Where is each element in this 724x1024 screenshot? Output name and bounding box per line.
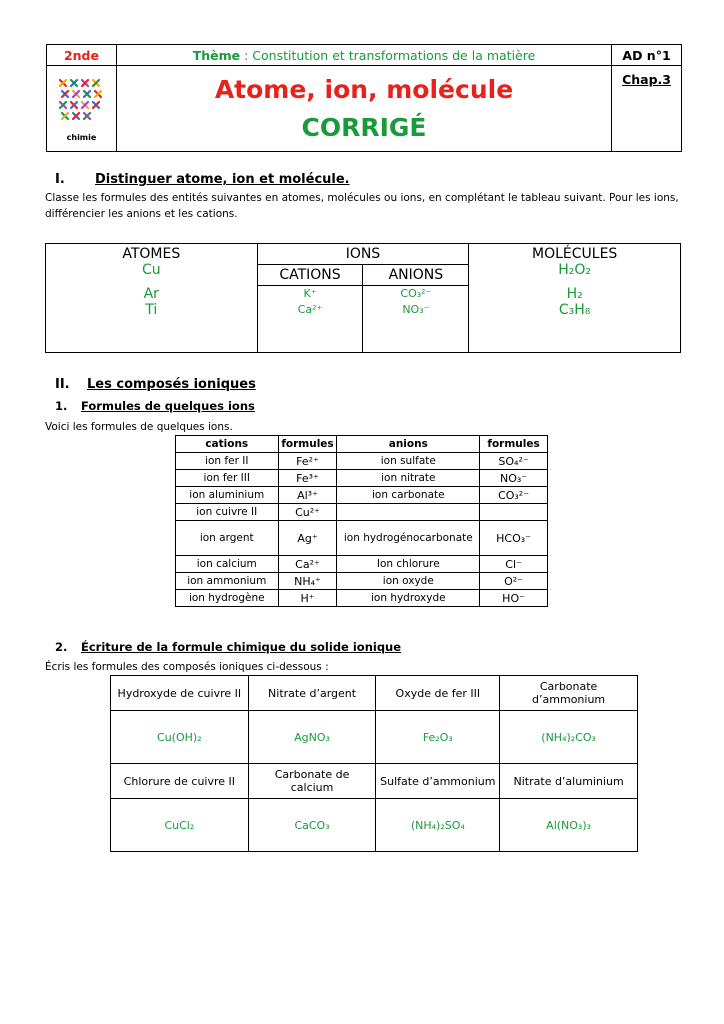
ions-table-row (176, 470, 548, 487)
ions-table-cation-cell: ion calcium (176, 556, 279, 573)
ions-table-cformula-cell: NH₄⁺ (278, 573, 337, 590)
ions-table-anion-cell: ion hydroxyde (337, 590, 480, 607)
ions-table-cformula-cell: Cu²⁺ (278, 504, 337, 521)
ions-table-cation-cell: ion fer III (176, 470, 279, 487)
compounds-table (110, 675, 638, 852)
sub1-heading (55, 399, 255, 413)
compound-formula: CuCl₂ (111, 799, 249, 852)
ions-table-cformula-cell: H⁺ (278, 590, 337, 607)
section2-heading (55, 377, 256, 392)
ions-table-anion-cell: Ion chlorure (337, 556, 480, 573)
anions-column (363, 265, 469, 353)
ions-table-anion-cell: ion hydrogénocarbonate (337, 521, 480, 556)
anion-item: NO₃⁻ (402, 303, 430, 316)
section2-number: II. (55, 377, 70, 392)
logo-label: chimie (66, 132, 97, 142)
theme-cell (116, 45, 611, 66)
atom-item: Ti (145, 302, 158, 318)
ions-table-cformula-cell: Ca²⁺ (278, 556, 337, 573)
compound-formula: Fe₂O₃ (376, 711, 500, 764)
ions-table-cation-cell: ion fer II (176, 453, 279, 470)
compound-formula: AgNO₃ (248, 711, 376, 764)
section1-number: I. (55, 172, 65, 187)
compound-name: Carbonate de calcium (248, 764, 376, 799)
cation-item: Ca²⁺ (297, 303, 323, 316)
ions-table-cformula-cell: Ag⁺ (278, 521, 337, 556)
molecule-item: H₂O₂ (558, 262, 592, 278)
compound-name: Carbonate d’ammonium (500, 676, 638, 711)
ions-table-row (176, 521, 548, 556)
compound-formula: (NH₄)₂SO₄ (376, 799, 500, 852)
compound-name: Nitrate d’aluminium (500, 764, 638, 799)
atoms-column (46, 244, 258, 353)
ions-table-header: formules (480, 436, 548, 453)
ions-table-aformula-cell: HCO₃⁻ (480, 521, 548, 556)
chemistry-logo-icon (56, 76, 106, 128)
ions-table-cformula-cell: Fe²⁺ (278, 453, 337, 470)
ions-table-anion-cell: ion sulfate (337, 453, 480, 470)
compound-name: Hydroxyde de cuivre II (111, 676, 249, 711)
page-title: Atome, ion, molécule (214, 74, 514, 104)
ions-table-aformula-cell: HO⁻ (480, 590, 548, 607)
ions-table-header: cations (176, 436, 279, 453)
ions-table-row (176, 556, 548, 573)
ions-table-cformula-cell: Fe³⁺ (278, 470, 337, 487)
ad-label: AD n°1 (612, 45, 682, 66)
compound-formula: (NH₄)₂CO₃ (500, 711, 638, 764)
compound-formula: Cu(OH)₂ (111, 711, 249, 764)
compound-name: Sulfate d’ammonium (376, 764, 500, 799)
cations-column (257, 265, 363, 353)
compound-formula: Al(NO₃)₃ (500, 799, 638, 852)
cation-item: K⁺ (303, 287, 317, 300)
section1-title: Distinguer atome, ion et molécule. (95, 172, 350, 187)
theme-text: : Constitution et transformations de la matière (240, 47, 536, 63)
theme-label: Thème (192, 47, 241, 63)
section1-instructions: Classe les formules des entités suivantes en atomes, molécules ou ions, en complétant le tableau suivant. Pour les ions, différencier les anions et les cations. (45, 192, 679, 220)
ions-table-cformula-cell: Al³⁺ (278, 487, 337, 504)
ions-table-row (176, 504, 548, 521)
ions-table-anion-cell: ion oxyde (337, 573, 480, 590)
page-subtitle: CORRIGÉ (301, 112, 427, 142)
classification-table (45, 243, 681, 353)
ions-table-anion-cell (337, 504, 480, 521)
section2-title: Les composés ioniques (87, 377, 256, 392)
compound-name: Chlorure de cuivre II (111, 764, 249, 799)
level-label: 2nde (47, 45, 117, 66)
ions-table-cation-cell: ion hydrogène (176, 590, 279, 607)
ions-table-aformula-cell: SO₄²⁻ (480, 453, 548, 470)
anions-header: ANIONS (363, 265, 468, 286)
ions-table-cation-cell: ion cuivre II (176, 504, 279, 521)
compound-name: Oxyde de fer III (376, 676, 500, 711)
sub1-number: 1. (55, 399, 68, 413)
compound-formula: CaCO₃ (248, 799, 376, 852)
sub2-title: Écriture de la formule chimique du solide ionique (81, 640, 402, 654)
ions-table-header: formules (278, 436, 337, 453)
ions-table-aformula-cell: CO₃²⁻ (480, 487, 548, 504)
cations-header: CATIONS (258, 265, 363, 286)
ions-table-anion-cell: ion nitrate (337, 470, 480, 487)
ions-table-aformula-cell: NO₃⁻ (480, 470, 548, 487)
sub2-heading (55, 640, 401, 654)
ions-table-aformula-cell: O²⁻ (480, 573, 548, 590)
atom-item: Cu (141, 262, 161, 278)
title-cell (116, 66, 611, 152)
ions-table-cation-cell: ion aluminium (176, 487, 279, 504)
compound-name: Nitrate d’argent (248, 676, 376, 711)
sub1-intro: Voici les formules de quelques ions. (45, 421, 233, 433)
ions-table-header: anions (337, 436, 480, 453)
ions-table-row (176, 487, 548, 504)
logo-cell (47, 66, 117, 152)
ions-table (175, 435, 548, 607)
molecules-column (469, 244, 681, 353)
sub2-intro: Écris les formules des composés ioniques ci-dessous : (45, 661, 329, 673)
molecule-item: C₃H₈ (558, 302, 591, 318)
chapter-label: Chap.3 (612, 66, 682, 152)
anion-item: CO₃²⁻ (400, 287, 432, 300)
header-table (46, 44, 682, 152)
ions-header: IONS (257, 244, 469, 265)
atom-item: Ar (143, 286, 159, 302)
atoms-header: ATOMES (122, 246, 181, 262)
sub2-number: 2. (55, 640, 68, 654)
ions-table-aformula-cell (480, 504, 548, 521)
section1-heading (55, 172, 350, 187)
molecule-item: H₂ (566, 286, 583, 302)
ions-table-row (176, 573, 548, 590)
molecules-header: MOLÉCULES (532, 246, 618, 262)
ions-table-row (176, 590, 548, 607)
ions-table-cation-cell: ion ammonium (176, 573, 279, 590)
ions-table-row (176, 453, 548, 470)
ions-table-anion-cell: ion carbonate (337, 487, 480, 504)
ions-table-cation-cell: ion argent (176, 521, 279, 556)
sub1-title: Formules de quelques ions (81, 399, 255, 413)
ions-table-aformula-cell: Cl⁻ (480, 556, 548, 573)
